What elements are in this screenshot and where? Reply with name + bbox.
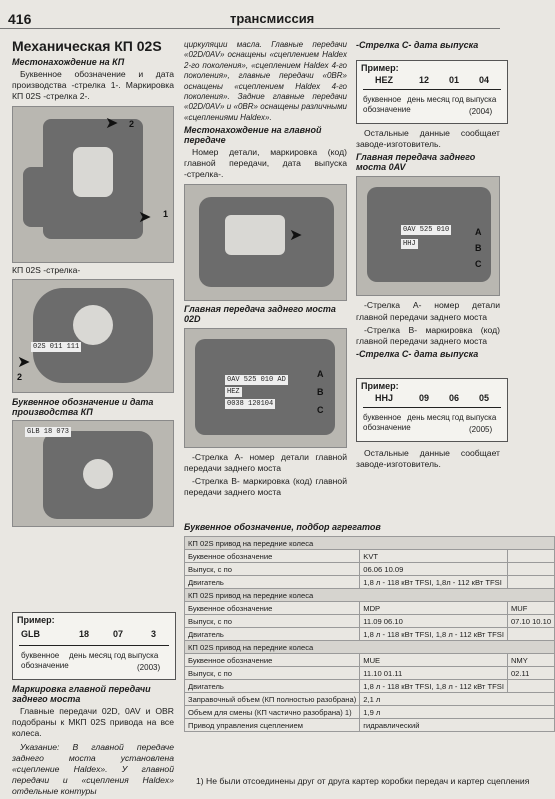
letter-code-heading: Буквенное обозначение и дата производства КП [12,396,154,417]
gearbox-code: GLB 18 073 [27,427,70,436]
example-box-hez [356,60,508,124]
part-number: 0AV 525 010 [403,226,450,235]
table-cell: гидравлический [360,719,555,732]
table-cell [507,550,554,563]
table-cell [507,680,554,693]
table-row [185,628,555,641]
manufacturer-note: Остальные данные сообщает заводе-изготовитель. [356,128,500,150]
spec-table-grid [184,536,555,732]
example-value: HEZ [375,75,393,85]
table-cell: 1,8 л - 118 кВт TFSI, 1,8 л - 112 кВт TFSI [360,680,508,693]
table-row [185,706,555,719]
table-row [185,602,555,615]
axle-code: HHJ [403,240,416,249]
part-number: 0AV 525 010 AD [227,375,286,384]
example-value: GLB [21,629,40,639]
location-heading: Местонахождение на КП [12,57,125,67]
example-title: Пример: [361,63,399,73]
arrow-a-text: -Стрелка А- номер детали главной передачи заднего моста [356,300,500,322]
example-label: обозначение [363,423,411,432]
axle-0av-heading: Главная передача заднего моста 0AV [356,152,476,173]
table-cell: Буквенное обозначение [185,602,360,615]
table-row [185,576,555,589]
table-row [185,693,555,706]
table-cell: Привод управления сцеплением [185,719,360,732]
page-number: 416 [8,11,32,27]
table-cell: 2,1 л [360,693,555,706]
example-value: 3 [151,629,157,639]
location-text: Номер детали, маркировка (код) главной передачи, дата выпуска -стрелка-. [184,147,347,180]
table-cell: Двигатель [185,576,360,589]
example-value: HHJ [375,393,394,403]
table-row [185,654,555,667]
example-title: Пример: [17,615,55,625]
table-cell: Выпуск, с по [185,667,360,680]
table-cell: Объем для смены (КП частично разобрана) 1) [185,706,360,719]
page-header [0,8,500,29]
table-cell: Выпуск, с по [185,615,360,628]
table-cell [507,576,554,589]
column-left [12,38,174,527]
table-section-row [185,537,555,550]
table-cell: КП 02S привод на передние колеса [185,641,555,654]
housing-code: 02S 011 111 [33,342,80,351]
location-text: Буквенное обозначение и дата производства -стрелка 1-. Маркировка КП 02S -стрелка 2-. [12,69,174,102]
marking-section [12,682,174,799]
arrow-c-heading: -Стрелка С- дата выпуска [356,349,479,360]
marking-heading: Маркировка главной передачи заднего моста [12,684,151,704]
label-c: C [475,259,482,270]
example-label: буквенное [363,413,402,422]
manufacturer-note: Остальные данные сообщает заводе-изготовитель. [356,448,500,470]
table-cell: MDP [360,602,508,615]
spec-table [184,522,552,732]
table-section-row [185,641,555,654]
arrow-icon: ➤ [105,114,119,132]
example-label: день месяц год выпуска [407,413,497,422]
column-right [356,38,500,52]
label-a: A [475,227,482,238]
example-value: 05 [479,393,490,403]
gearbox-code-photo [12,420,174,527]
column-right-bottom [356,446,500,472]
table-cell: Двигатель [185,680,360,693]
example-label: буквенное [21,651,60,660]
table-row [185,680,555,693]
figure-caption: КП 02S -стрелка- [12,264,81,275]
example-year: (2003) [137,663,161,672]
column-middle [184,38,347,500]
table-cell: Выпуск, с по [185,563,360,576]
example-year: (2004) [469,107,493,116]
axle-date: 0038 120104 [227,399,274,408]
axle-0av-photo [356,176,500,296]
label-c: C [317,404,324,415]
table-cell: Буквенное обозначение [185,550,360,563]
arrow-icon: ➤ [289,226,303,244]
label-2: 2 [129,118,135,129]
example-label: день месяц год выпуска [407,95,497,104]
table-cell: 06.06 10.09 [360,563,508,576]
table-cell [507,563,554,576]
label-b: B [475,243,482,254]
table-cell: NMY [507,654,554,667]
section-title: трансмиссия [230,11,315,26]
marking-note: Указание: В главной передаче заднего моста установлена «сцепление Haldex». У главной передачи и «сцепления Haldex» отдельные контуры [12,741,174,797]
gearbox-housing-photo [12,279,174,393]
table-cell: 11.09 06.10 [360,615,508,628]
example-label: обозначение [21,661,69,670]
label-2: 2 [17,371,23,382]
table-cell: Заправочный объем (КП полностью разобрана) [185,693,360,706]
table-cell: КП 02S привод на передние колеса [185,589,555,602]
example-value: 04 [479,75,490,85]
table-section-row [185,589,555,602]
label-a: A [317,368,324,379]
rear-axle-drive-photo [184,184,347,301]
table-cell: 07.10 10.10 [507,615,554,628]
footnote: 1) Не были отсоединены друг от друга картер коробки передач и картер сцепления [196,776,530,786]
table-cell: Двигатель [185,628,360,641]
table-cell: КП 02S привод на передние колеса [185,537,555,550]
example-value: 09 [419,393,430,403]
table-cell: 1,8 л - 118 кВт TFSI, 1,8л - 112 кВт TFSI [360,576,508,589]
table-cell: Буквенное обозначение [185,654,360,667]
table-cell: 11.10 01.11 [360,667,508,680]
table-row [185,719,555,732]
example-label: день месяц год выпуска [69,651,159,660]
column-right-mid [356,126,500,361]
example-value: 06 [449,393,460,403]
example-box-hhj [356,378,508,442]
example-year: (2005) [469,425,493,434]
table-cell: MUF [507,602,554,615]
rear-axle-heading: Главная передача заднего моста 02D [184,303,336,324]
example-title: Пример: [361,381,399,391]
arrow-a-text: -Стрелка А- номер детали главной передачи заднего моста [184,451,347,473]
table-cell: 1,9 л [360,706,555,719]
table-row [185,667,555,680]
arrow-c-heading: -Стрелка С- дата выпуска [356,40,479,50]
example-label: буквенное [363,95,402,104]
table-cell: 1,8 л - 118 кВт TFSI, 1,8 л - 112 кВт TFSI [360,628,508,641]
table-row [185,550,555,563]
article-title: Механическая КП 02S [12,38,162,54]
table-cell [507,628,554,641]
table-cell: 02.11 [507,667,554,680]
gearbox-photo [12,106,174,263]
marking-text: Главные передачи 02D, 0AV и OBR подобраны к МКП 02S привода на все колеса. [12,706,174,739]
rear-axle-code-photo [184,328,347,448]
location-heading: Местонахождение на главной передаче [184,125,322,146]
label-1: 1 [163,208,169,219]
example-value: 01 [449,75,460,85]
arrow-icon: ➤ [17,353,31,371]
axle-code: HEZ [227,387,240,396]
example-value: 07 [113,629,124,639]
table-caption: Буквенное обозначение, подбор агрегатов [184,522,381,532]
example-value: 18 [79,629,90,639]
table-row [185,615,555,628]
example-value: 12 [419,75,430,85]
example-box-gearbox [12,612,176,680]
haldex-text: циркуляции масла. Главные передачи «02D/0AV» оснащены «сцеплением Haldex 2-го поколения», «сцеплением Haldex 4-го поколения», главные передачи «0BR» оснащены «сцеплением Haldex 4-го поколения». Задние главные передачи «02D/0AV» и «0BR» оснащены различными «сцеплениями Haldex». [184,40,347,122]
arrow-b-text: -Стрелка В- маркировка (код) главной передачи заднего моста [184,475,347,498]
arrow-icon: ➤ [138,208,152,226]
table-cell: MUE [360,654,508,667]
label-b: B [317,386,324,397]
table-row [185,563,555,576]
example-label: обозначение [363,105,411,114]
table-cell: KVT [360,550,508,563]
arrow-b-text: -Стрелка В- маркировка (код) главной передачи заднего моста [356,324,500,346]
